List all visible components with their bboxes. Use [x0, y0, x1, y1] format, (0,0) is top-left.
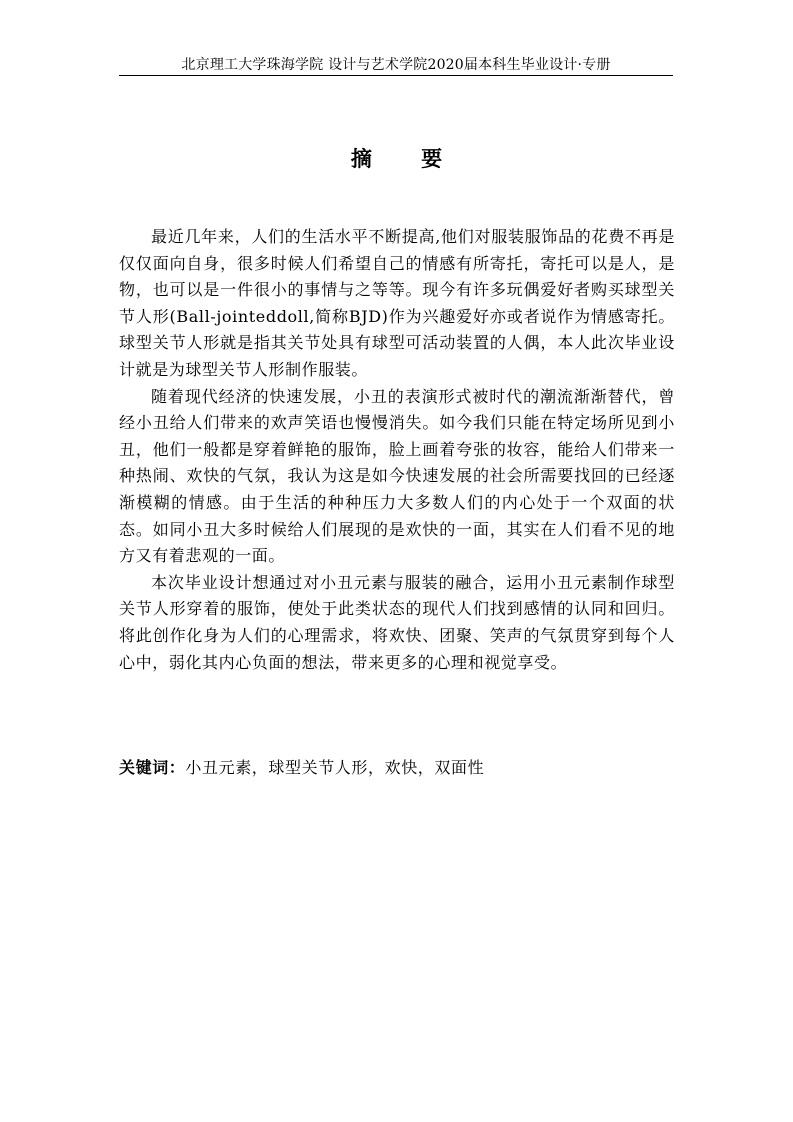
keywords-label: 关键词： — [119, 758, 186, 777]
keywords-line — [119, 755, 675, 781]
abstract-title: 摘 要 — [350, 146, 464, 171]
abstract-paragraph-2: 随着现代经济的快速发展，小丑的表演形式被时代的潮流渐渐替代，曾经小丑给人们带来的欢声笑语也慢慢消失。如今我们只能在特定场所见到小丑，他们一般都是穿着鲜艳的服饰，脸上画着夸张的妆容，能给人们带来一种热闹、欢快的气氛，我认为这是如今快速发展的社会所需要找回的已经逐渐模糊的情感。由于生活的种种压力大多数人们的内心处于一个双面的状态。如同小丑大多时候给人们展现的是欢快的一面，其实在人们看不见的地方又有着悲观的一面。 — [119, 386, 675, 566]
abstract-paragraph-3: 本次毕业设计想通过对小丑元素与服装的融合，运用小丑元素制作球型关节人形穿着的服饰，使处于此类状态的现代人们找到感情的认同和回归。将此创作化身为人们的心理需求，将欢快、团聚、笑声的气氛贯穿到每个人心中，弱化其内心负面的想法，带来更多的心理和视觉享受。 — [119, 572, 675, 672]
header-rule — [119, 75, 673, 76]
abstract-body — [119, 224, 675, 676]
abstract-paragraph-1: 最近几年来，人们的生活水平不断提高,他们对服装服饰品的花费不再是仅仅面向自身，很多时候人们希望自己的情感有所寄托，寄托可以是人，是物，也可以是一件很小的事情与之等等。现今有许多玩偶爱好者购买球型关节人形(Ball-jointeddoll,简称BJD)作为兴趣爱好亦或者说作为情感寄托。球型关节人形就是指其关节处具有球型可活动装置的人偶，本人此次毕业设计就是为球型关节人形制作服装。 — [119, 227, 675, 379]
running-header: 北京理工大学珠海学院 设计与艺术学院2020届本科生毕业设计·专册 — [181, 57, 611, 73]
keywords-value: 小丑元素，球型关节人形，欢快，双面性 — [185, 758, 485, 777]
